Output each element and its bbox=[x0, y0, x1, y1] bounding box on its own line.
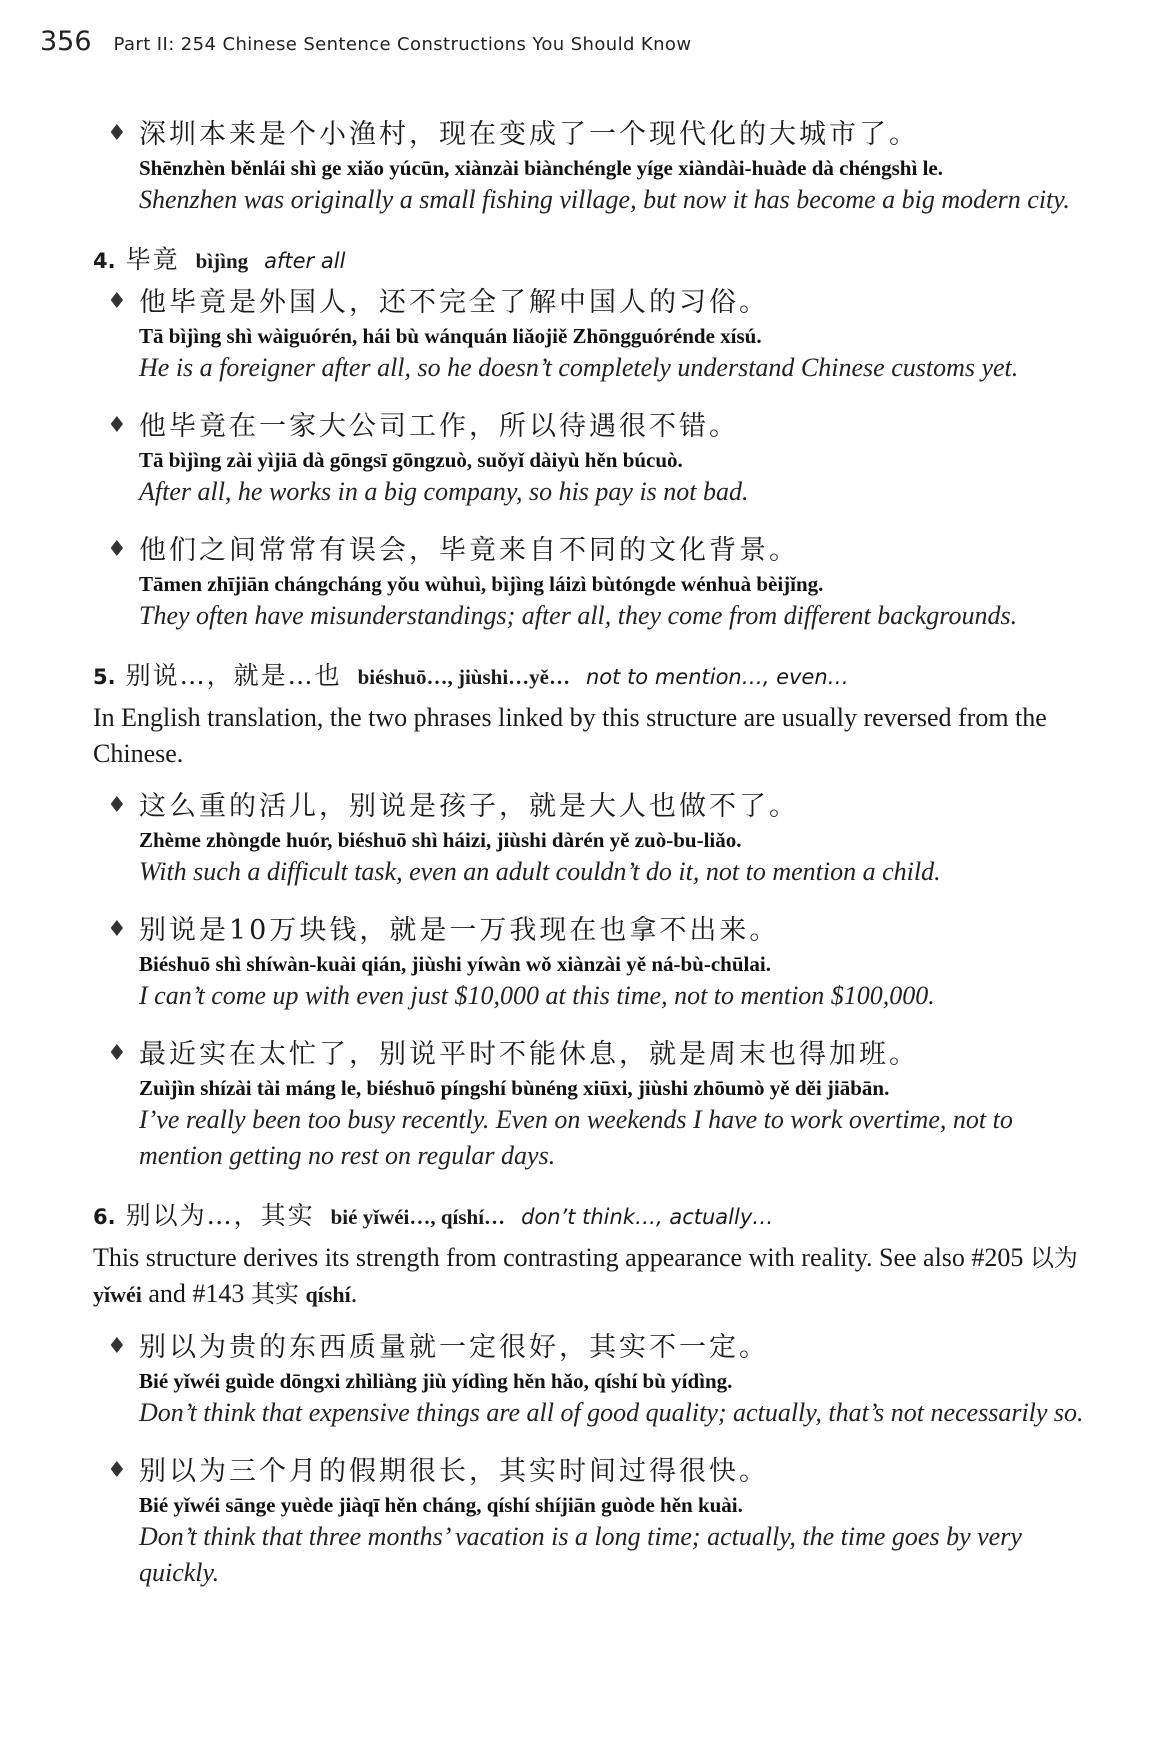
example-english: After all, he works in a big company, so his pay is not bad. bbox=[139, 477, 749, 506]
example-chinese: 别以为三个月的假期很长，其实时间过得很快。 bbox=[139, 1456, 769, 1487]
example-chinese: 最近实在太忙了，别说平时不能休息，就是周末也得加班。 bbox=[139, 1039, 919, 1070]
example-pinyin: Tāmen zhījiān chángcháng yǒu wùhuì, bìjìng láizì bùtóngde wénhuà bèijǐng. bbox=[139, 572, 824, 596]
example-pinyin: Tā bìjìng shì wàiguórén, hái bù wánquán liǎojiě Zhōngguórénde xísú. bbox=[139, 324, 762, 348]
example-english: With such a difficult task, even an adult couldn’t do it, not to mention a child. bbox=[139, 857, 941, 886]
description-text: and #143 bbox=[148, 1279, 245, 1308]
section-number: 4. bbox=[93, 249, 116, 273]
section-chinese: 别以为…，其实 bbox=[125, 1201, 315, 1230]
example-entry bbox=[107, 1453, 1097, 1591]
bullet-icon: ♦ bbox=[107, 793, 127, 818]
cross-ref-pinyin: qíshí bbox=[305, 1282, 351, 1307]
bullet-icon: ♦ bbox=[107, 537, 127, 562]
bullet-icon: ♦ bbox=[107, 1458, 127, 1483]
example-pinyin: Zhème zhòngde huór, biéshuō shì háizi, jiùshi dàrén yě zuò-bu-liǎo. bbox=[139, 828, 742, 852]
example-pinyin: Bié yǐwéi sānge yuède jiàqī hěn cháng, qíshí shíjiān guòde hěn kuài. bbox=[139, 1493, 743, 1517]
example-pinyin: Shēnzhèn běnlái shì ge xiǎo yúcūn, xiànzài biànchéngle yíge xiàndài-huàde dà chéngshì le. bbox=[139, 156, 943, 180]
example-entry bbox=[107, 788, 1097, 890]
bullet-icon: ♦ bbox=[107, 1334, 127, 1359]
example-english: Don’t think that three months’ vacation is a long time; actually, the time goes by very quickly. bbox=[139, 1522, 1022, 1587]
example-entry bbox=[107, 912, 1097, 1014]
example-entry bbox=[107, 116, 1097, 218]
example-chinese: 别以为贵的东西质量就一定很好，其实不一定。 bbox=[139, 1332, 769, 1363]
section-meaning: don’t think…, actually… bbox=[521, 1205, 774, 1229]
section-heading-4 bbox=[93, 240, 1097, 276]
bullet-icon: ♦ bbox=[107, 289, 127, 314]
example-pinyin: Bié yǐwéi guìde dōngxi zhìliàng jiù yídìng hěn hǎo, qíshí bù yídìng. bbox=[139, 1369, 733, 1393]
example-chinese: 深圳本来是个小渔村，现在变成了一个现代化的大城市了。 bbox=[139, 119, 919, 150]
example-english: I can’t come up with even just $10,000 at this time, not to mention $100,000. bbox=[139, 981, 935, 1010]
example-entry bbox=[107, 1329, 1097, 1431]
example-english: I’ve really been too busy recently. Even on weekends I have to work overtime, not to mention getting no rest on regular days. bbox=[139, 1105, 1013, 1170]
bullet-icon: ♦ bbox=[107, 917, 127, 942]
section-heading-6 bbox=[93, 1196, 1097, 1232]
section-meaning: not to mention…, even… bbox=[586, 665, 849, 689]
example-chinese: 他毕竟在一家大公司工作，所以待遇很不错。 bbox=[139, 411, 739, 442]
bullet-icon: ♦ bbox=[107, 121, 127, 146]
section-heading-5 bbox=[93, 656, 1097, 692]
example-entry bbox=[107, 284, 1097, 386]
cross-ref-chinese: 以为 bbox=[1029, 1244, 1078, 1272]
description-text: . bbox=[350, 1279, 358, 1308]
description-text: This structure derives its strength from contrasting appearance with reality. See also #205 bbox=[93, 1243, 1024, 1272]
example-english: Don’t think that expensive things are all of good quality; actually, that’s not necessarily so. bbox=[139, 1398, 1084, 1427]
example-chinese: 他毕竟是外国人，还不完全了解中国人的习俗。 bbox=[139, 287, 769, 318]
example-entry bbox=[107, 532, 1097, 634]
example-chinese: 别说是10万块钱，就是一万我现在也拿不出来。 bbox=[139, 915, 780, 946]
section-description: In English translation, the two phrases linked by this structure are usually reversed from the Chinese. bbox=[93, 703, 1047, 768]
example-pinyin: Biéshuō shì shíwàn-kuài qián, jiùshi yíwàn wǒ xiànzài yě ná-bù-chūlai. bbox=[139, 952, 771, 976]
running-header bbox=[40, 26, 691, 57]
section-chinese: 别说…，就是…也 bbox=[125, 661, 342, 690]
bullet-icon: ♦ bbox=[107, 413, 127, 438]
section-pinyin: bié yǐwéi…, qíshí… bbox=[330, 1205, 506, 1229]
example-chinese: 他们之间常常有误会，毕竟来自不同的文化背景。 bbox=[139, 535, 799, 566]
cross-ref-pinyin: yǐwéi bbox=[93, 1282, 142, 1307]
section-pinyin: bìjìng bbox=[195, 249, 249, 273]
example-english: He is a foreigner after all, so he doesn’t completely understand Chinese customs yet. bbox=[139, 353, 1019, 382]
bullet-icon: ♦ bbox=[107, 1041, 127, 1066]
page-content bbox=[93, 116, 1097, 1613]
section-number: 5. bbox=[93, 665, 116, 689]
cross-ref-chinese: 其实 bbox=[250, 1280, 299, 1308]
example-english: Shenzhen was originally a small fishing village, but now it has become a big modern city. bbox=[139, 185, 1070, 214]
section-pinyin: biéshuō…, jiùshi…yě… bbox=[357, 665, 570, 689]
page-number: 356 bbox=[40, 26, 92, 57]
example-chinese: 这么重的活儿，别说是孩子，就是大人也做不了。 bbox=[139, 791, 799, 822]
section-description bbox=[93, 1240, 1097, 1313]
section-meaning: after all bbox=[264, 249, 346, 273]
section-number: 6. bbox=[93, 1205, 116, 1229]
example-pinyin: Zuìjìn shízài tài máng le, biéshuō píngshí bùnéng xiūxi, jiùshi zhōumò yě děi jiābān. bbox=[139, 1076, 890, 1100]
example-pinyin: Tā bìjìng zài yìjiā dà gōngsī gōngzuò, suǒyǐ dàiyù hěn búcuò. bbox=[139, 448, 683, 472]
example-english: They often have misunderstandings; after all, they come from different backgrounds. bbox=[139, 601, 1018, 630]
example-entry bbox=[107, 408, 1097, 510]
example-entry bbox=[107, 1036, 1097, 1174]
running-title: Part II: 254 Chinese Sentence Constructions You Should Know bbox=[113, 34, 692, 55]
section-chinese: 毕竟 bbox=[125, 245, 180, 274]
